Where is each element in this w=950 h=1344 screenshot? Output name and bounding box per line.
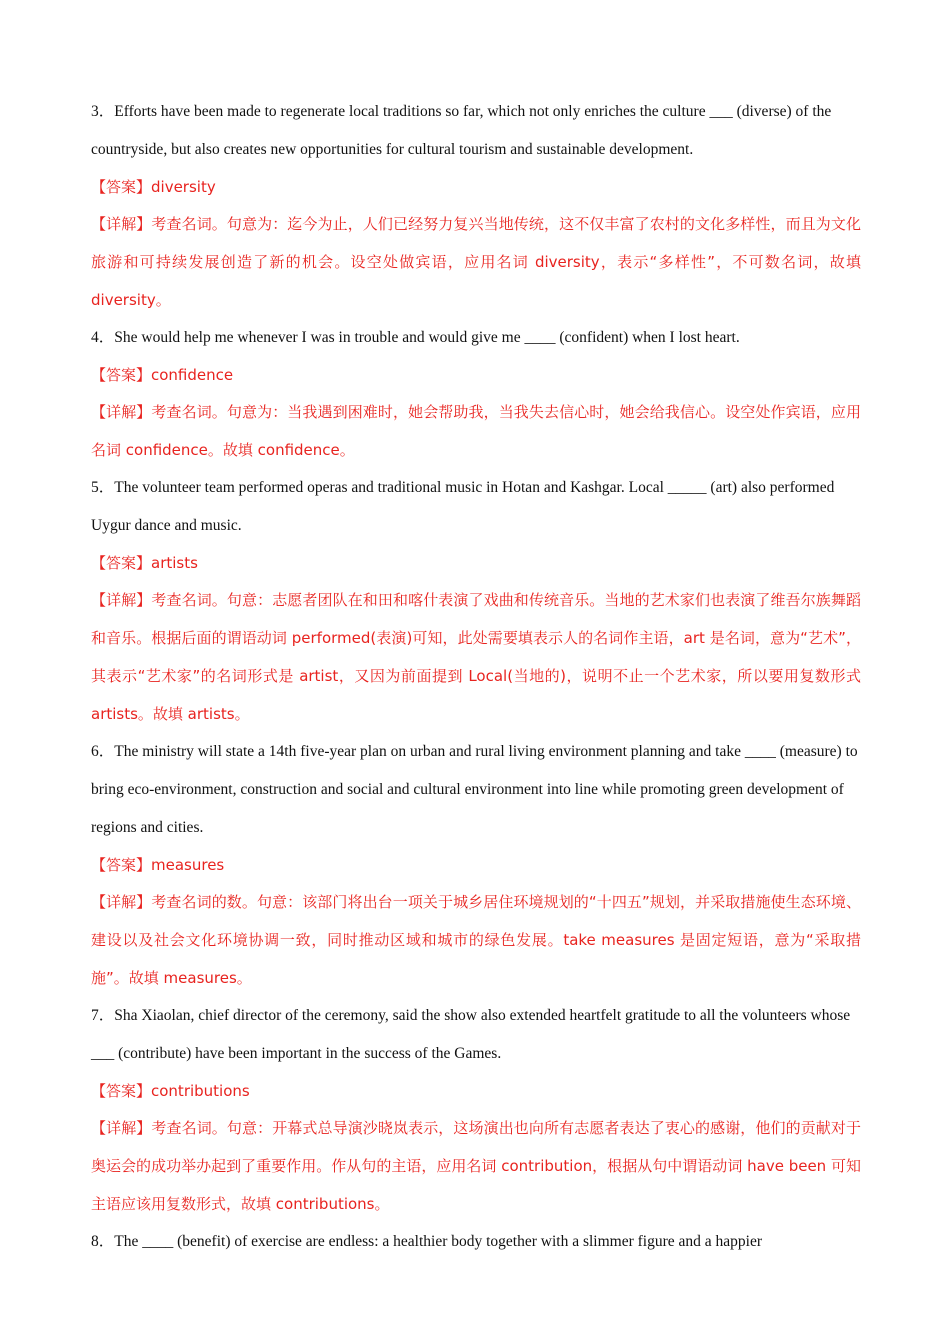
explanation-text: 【详解】考查名词的数。句意：该部门将出台一项关于城乡居住环境规划的“十四五”规划，并采取措施使生态环境、建设以及社会文化环境协调一致，同时推动区域和城市的绿色发展。take measures 是固定短语，意为“采取措施”。故填 measures。 bbox=[91, 893, 861, 987]
answer-line: 【答案】measures bbox=[91, 856, 225, 874]
answer-line: 【答案】confidence bbox=[91, 366, 234, 384]
answer-blank: ___ bbox=[709, 103, 733, 120]
question-item bbox=[91, 1223, 861, 1261]
answer-blank: ____ bbox=[142, 1233, 174, 1250]
question-number: 4． bbox=[91, 329, 115, 346]
question-text: 5．The volunteer team performed operas and traditional music in Hotan and Kashgar. Local _____ (art) also performed Uygur dance and music. bbox=[91, 479, 835, 534]
answer-blank: ____ bbox=[524, 329, 556, 346]
question-number: 6． bbox=[91, 743, 115, 760]
question-number: 8． bbox=[91, 1233, 115, 1250]
question-item bbox=[91, 733, 861, 997]
question-item bbox=[91, 997, 861, 1223]
answer-blank: ___ bbox=[91, 1045, 115, 1062]
question-number: 5． bbox=[91, 479, 115, 496]
question-number: 3． bbox=[91, 103, 115, 120]
answer-line: 【答案】artists bbox=[91, 554, 198, 572]
question-text: 8．The ____ (benefit) of exercise are endless: a healthier body together with a slimmer figure and a happier bbox=[91, 1233, 763, 1250]
question-number: 7． bbox=[91, 1007, 115, 1024]
exercise-list bbox=[91, 93, 861, 1261]
question-item bbox=[91, 93, 861, 319]
explanation-text: 【详解】考查名词。句意为：当我遇到困难时，她会帮助我，当我失去信心时，她会给我信心。设空处作宾语，应用名词 confidence。故填 confidence。 bbox=[91, 403, 861, 459]
question-item bbox=[91, 469, 861, 733]
question-text: 7．Sha Xiaolan, chief director of the ceremony, said the show also extended heartfelt gratitude to all the volunteers whose ___ (contribute) have been important in the success of the Games. bbox=[91, 1007, 851, 1062]
answer-blank: ____ bbox=[744, 743, 776, 760]
answer-line: 【答案】contributions bbox=[91, 1082, 250, 1100]
explanation-text: 【详解】考查名词。句意：开幕式总导演沙晓岚表示，这场演出也向所有志愿者表达了衷心的感谢，他们的贡献对于奥运会的成功举办起到了重要作用。作从句的主语，应用名词 contribution，根据从句中谓语动词 have been 可知主语应该用复数形式，故填 contributions。 bbox=[91, 1119, 861, 1213]
question-text: 6．The ministry will state a 14th five-year plan on urban and rural living environment planning and take ____ (measure) to bring eco-environment, construction and social and cultural environment into line while promoting green development of regions and cities. bbox=[91, 743, 858, 836]
explanation-text: 【详解】考查名词。句意为：迄今为止，人们已经努力复兴当地传统，这不仅丰富了农村的文化多样性，而且为文化旅游和可持续发展创造了新的机会。设空处做宾语，应用名词 diversity，表示“多样性”，不可数名词，故填 diversity。 bbox=[91, 215, 861, 309]
question-text: 4．She would help me whenever I was in trouble and would give me ____ (confident) when I lost heart. bbox=[91, 329, 740, 346]
question-text: 3．Efforts have been made to regenerate local traditions so far, which not only enriches the culture ___ (diverse) of the countryside, but also creates new opportunities for cultural tourism and sustainable development. bbox=[91, 103, 832, 158]
question-item bbox=[91, 319, 861, 469]
answer-line: 【答案】diversity bbox=[91, 178, 216, 196]
explanation-text: 【详解】考查名词。句意：志愿者团队在和田和喀什表演了戏曲和传统音乐。当地的艺术家们也表演了维吾尔族舞蹈和音乐。根据后面的谓语动词 performed(表演)可知，此处需要填表示人的名词作主语，art 是名词，意为“艺术”，其表示“艺术家”的名词形式是 artist，又因为前面提到 Local(当地的)，说明不止一个艺术家，所以要用复数形式 artists。故填 artists。 bbox=[91, 591, 861, 723]
answer-blank: _____ bbox=[667, 479, 707, 496]
